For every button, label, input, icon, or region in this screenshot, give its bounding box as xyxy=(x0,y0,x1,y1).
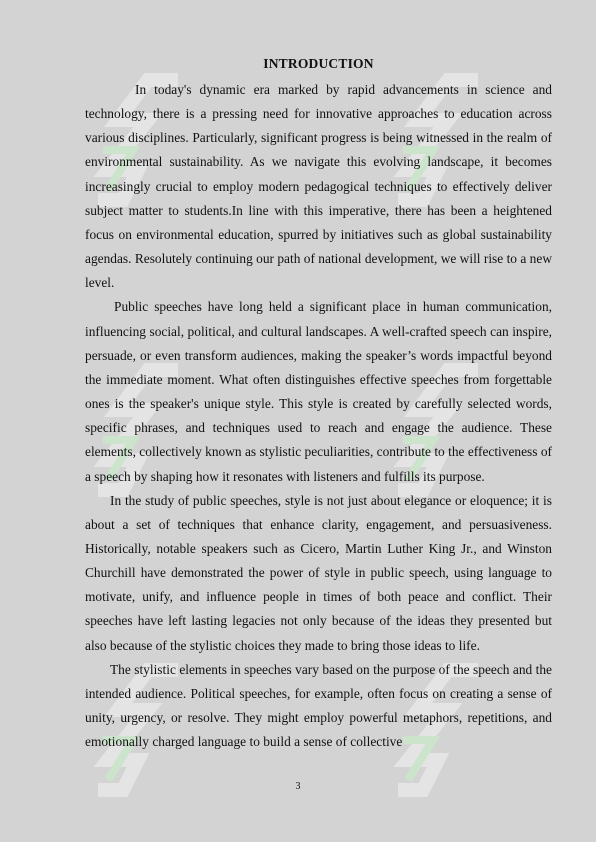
page-number: 3 xyxy=(295,781,301,792)
paragraph-3: In the study of public speeches, style is not just about elegance or eloquence; it is about a set of techniques that enhance clarity, engagement, and persuasiveness. Historically, notable speakers such as Cicero, Martin Luther King Jr., and Winston Churchill have demonstrated the power of style in public speech, using language to motivate, unify, and influence people in times of both peace and conflict. Their speeches have left lasting legacies not only because of the ideas they presented but also because of the stylistic choices they made to bring those ideas to life. xyxy=(85,492,552,653)
document-page xyxy=(85,56,552,754)
paragraph-2: Public speeches have long held a significant place in human communication, influencing social, political, and cultural landscapes. A well-crafted speech can inspire, persuade, or even transform audiences, making the speaker’s words impactful beyond the immediate moment. What often distinguishes effective speeches from forgettable ones is the speaker's unique style. This style is created by carefully selected words, specific phrases, and techniques used to reach and engage the audience. These elements, collectively known as stylistic peculiarities, contribute to the effectiveness of a speech by shaping how it resonates with listeners and fulfills its purpose. xyxy=(85,299,552,484)
paragraph-1: In today's dynamic era marked by rapid advancements in science and technology, there is a pressing need for innovative approaches to education across various disciplines. Particularly, significant progress is being witnessed in the realm of environmental sustainability. As we navigate this evolving landscape, it becomes increasingly crucial to employ modern pedagogical techniques to effectively deliver subject matter to students.In line with this imperative, there has been a heightened focus on environmental education, spurred by initiatives such as global sustainability agendas. Resolutely continuing our path of national development, we will rise to a new level. xyxy=(85,82,552,291)
paragraph-4: The stylistic elements in speeches vary based on the purpose of the speech and the intended audience. Political speeches, for example, often focus on creating a sense of unity, urgency, or resolve. They might employ powerful metaphors, repetitions, and emotionally charged language to build a sense of collective xyxy=(85,661,552,750)
section-title: INTRODUCTION xyxy=(263,56,374,71)
